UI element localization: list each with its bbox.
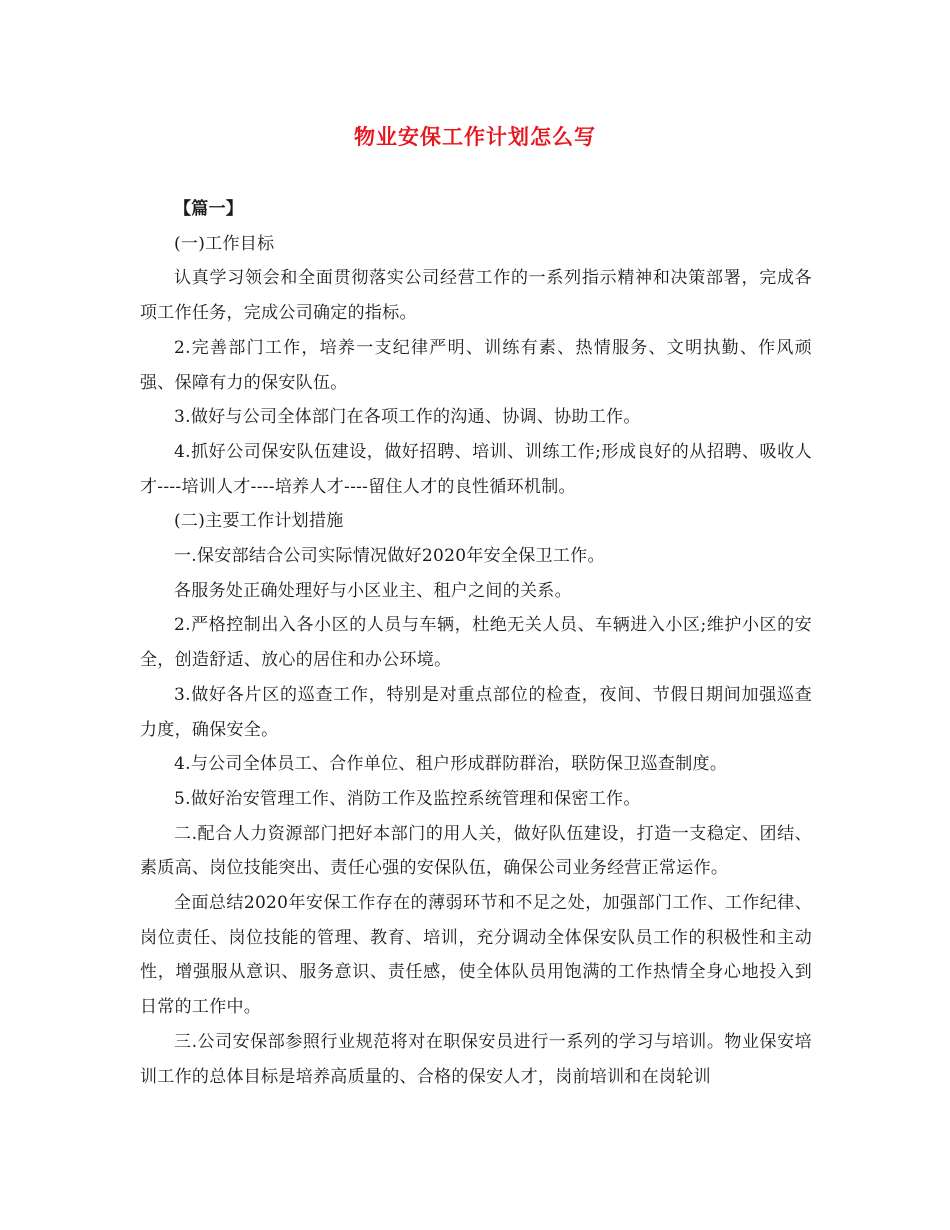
paragraph: 三.公司安保部参照行业规范将对在职保安员进行一系列的学习与培训。物业保安培训工作的总体目标是培养高质量的、合格的保安人才，岗前培训和在岗轮训	[140, 1031, 812, 1087]
document-title: 物业安保工作计划怎么写	[354, 124, 596, 149]
section-heading: 【篇一】	[174, 199, 244, 219]
paragraph: 4.抓好公司保安队伍建设，做好招聘、培训、训练工作;形成良好的从招聘、吸收人才----培训人才----培养人才----留住人才的良性循环机制。	[140, 441, 812, 497]
paragraph: 4.与公司全体员工、合作单位、租户形成群防群治，联防保卫巡查制度。	[174, 754, 728, 775]
paragraph: 3.做好与公司全体部门在各项工作的沟通、协调、协助工作。	[174, 407, 641, 428]
paragraph: 2.严格控制出入各小区的人员与车辆，杜绝无关人员、车辆进入小区;维护小区的安全，创造舒适、放心的居住和办公环境。	[140, 615, 812, 671]
paragraph: 2.完善部门工作，培养一支纪律严明、训练有素、热情服务、文明执勤、作风顽强、保障有力的保安队伍。	[140, 337, 812, 393]
paragraph: 二.配合人力资源部门把好本部门的用人关，做好队伍建设，打造一支稳定、团结、素质高、岗位技能突出、责任心强的安保队伍，确保公司业务经营正常运作。	[140, 823, 812, 879]
paragraph: 一.保安部结合公司实际情况做好2020年安全保卫工作。	[174, 546, 605, 567]
paragraph: 各服务处正确处理好与小区业主、租户之间的关系。	[174, 580, 572, 601]
document-body	[140, 192, 812, 1094]
paragraph: 3.做好各片区的巡查工作，特别是对重点部位的检查，夜间、节假日期间加强巡查力度，确保安全。	[140, 684, 812, 740]
subsection-heading: (一)工作目标	[174, 233, 275, 254]
subsection-heading: (二)主要工作计划措施	[174, 511, 344, 532]
paragraph: 认真学习领会和全面贯彻落实公司经营工作的一系列指示精神和决策部署，完成各项工作任务，完成公司确定的指标。	[140, 268, 812, 324]
paragraph: 全面总结2020年安保工作存在的薄弱环节和不足之处，加强部门工作、工作纪律、岗位责任、岗位技能的管理、教育、培训，充分调动全体保安队员工作的积极性和主动性，增强服从意识、服务意识、责任感，使全体队员用饱满的工作热情全身心地投入到日常的工作中。	[140, 893, 812, 1018]
paragraph: 5.做好治安管理工作、消防工作及监控系统管理和保密工作。	[174, 788, 641, 809]
